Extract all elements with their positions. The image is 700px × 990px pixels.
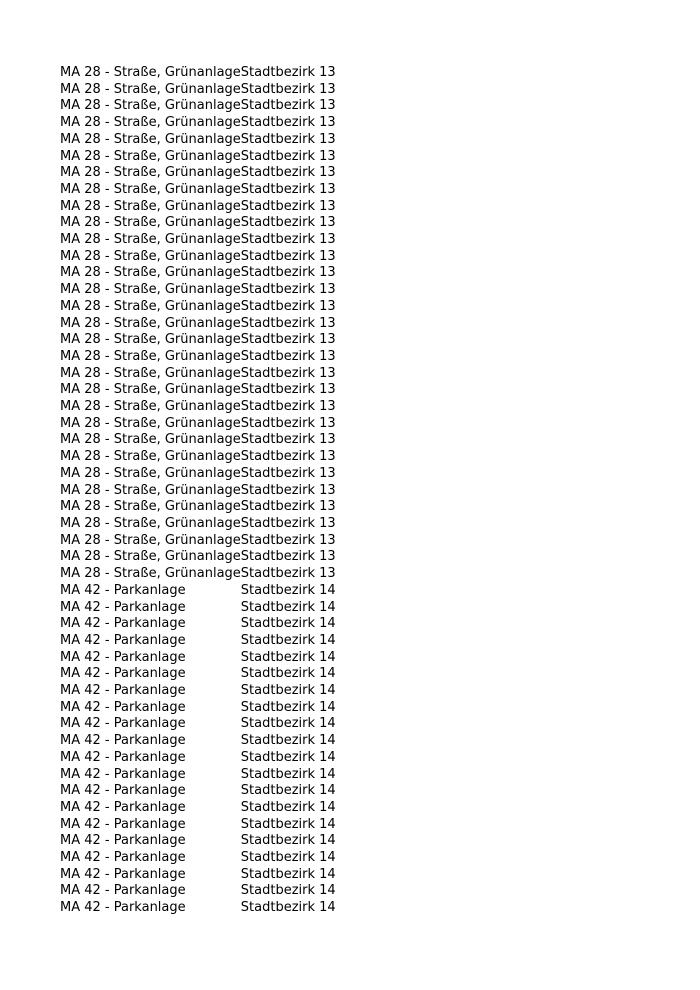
district-cell: Stadtbezirk 13 xyxy=(240,282,336,298)
department-cell: MA 28 - Straße, Grünanlage xyxy=(60,282,241,298)
district-cell: Stadtbezirk 13 xyxy=(240,499,336,515)
table-row xyxy=(60,282,361,299)
district-cell: Stadtbezirk 14 xyxy=(240,799,336,815)
district-cell: Stadtbezirk 13 xyxy=(240,232,336,248)
table-row xyxy=(60,633,361,650)
department-cell: MA 28 - Straße, Grünanlage xyxy=(60,499,241,515)
district-cell: Stadtbezirk 14 xyxy=(240,900,336,916)
department-cell: MA 28 - Straße, Grünanlage xyxy=(60,115,241,131)
district-cell: Stadtbezirk 13 xyxy=(240,449,336,465)
district-cell: Stadtbezirk 13 xyxy=(240,399,336,415)
district-cell: Stadtbezirk 13 xyxy=(240,365,336,381)
department-cell: MA 28 - Straße, Grünanlage xyxy=(60,449,241,465)
table-row xyxy=(60,616,361,633)
table-row xyxy=(60,165,361,182)
table-row xyxy=(60,900,361,917)
table-row xyxy=(60,833,361,850)
district-cell: Stadtbezirk 14 xyxy=(240,766,336,782)
district-cell: Stadtbezirk 14 xyxy=(240,582,336,598)
district-cell: Stadtbezirk 14 xyxy=(240,666,336,682)
district-cell: Stadtbezirk 13 xyxy=(240,415,336,431)
district-cell: Stadtbezirk 13 xyxy=(240,115,336,131)
department-cell: MA 28 - Straße, Grünanlage xyxy=(60,482,241,498)
department-cell: MA 42 - Parkanlage xyxy=(60,749,186,765)
district-cell: Stadtbezirk 13 xyxy=(240,515,336,531)
district-cell: Stadtbezirk 13 xyxy=(240,148,336,164)
table-row xyxy=(60,215,361,232)
table-row xyxy=(60,98,361,115)
department-cell: MA 28 - Straße, Grünanlage xyxy=(60,415,241,431)
department-cell: MA 42 - Parkanlage xyxy=(60,683,186,699)
table-row xyxy=(60,733,361,750)
table-row xyxy=(60,683,361,700)
district-cell: Stadtbezirk 14 xyxy=(240,749,336,765)
table-row xyxy=(60,516,361,533)
department-cell: MA 28 - Straße, Grünanlage xyxy=(60,131,241,147)
data-table xyxy=(60,65,361,917)
department-cell: MA 28 - Straße, Grünanlage xyxy=(60,265,241,281)
table-row xyxy=(60,650,361,667)
department-cell: MA 28 - Straße, Grünanlage xyxy=(60,181,241,197)
department-cell: MA 28 - Straße, Grünanlage xyxy=(60,549,241,565)
district-cell: Stadtbezirk 14 xyxy=(240,883,336,899)
district-cell: Stadtbezirk 13 xyxy=(240,432,336,448)
table-row xyxy=(60,449,361,466)
department-cell: MA 28 - Straße, Grünanlage xyxy=(60,515,241,531)
table-row xyxy=(60,583,361,600)
table-row xyxy=(60,299,361,316)
table-row xyxy=(60,783,361,800)
district-cell: Stadtbezirk 13 xyxy=(240,465,336,481)
district-cell: Stadtbezirk 14 xyxy=(240,632,336,648)
table-row xyxy=(60,182,361,199)
district-cell: Stadtbezirk 14 xyxy=(240,599,336,615)
table-row xyxy=(60,432,361,449)
department-cell: MA 42 - Parkanlage xyxy=(60,582,186,598)
department-cell: MA 28 - Straße, Grünanlage xyxy=(60,566,241,582)
department-cell: MA 42 - Parkanlage xyxy=(60,816,186,832)
department-cell: MA 28 - Straße, Grünanlage xyxy=(60,165,241,181)
department-cell: MA 28 - Straße, Grünanlage xyxy=(60,65,241,80)
district-cell: Stadtbezirk 13 xyxy=(240,65,336,80)
district-cell: Stadtbezirk 14 xyxy=(240,616,336,632)
table-row xyxy=(60,416,361,433)
department-cell: MA 42 - Parkanlage xyxy=(60,733,186,749)
table-row xyxy=(60,716,361,733)
district-cell: Stadtbezirk 13 xyxy=(240,265,336,281)
district-cell: Stadtbezirk 14 xyxy=(240,699,336,715)
district-cell: Stadtbezirk 13 xyxy=(240,98,336,114)
table-row xyxy=(60,349,361,366)
table-row xyxy=(60,549,361,566)
table-row xyxy=(60,883,361,900)
district-cell: Stadtbezirk 14 xyxy=(240,866,336,882)
district-cell: Stadtbezirk 14 xyxy=(240,783,336,799)
district-cell: Stadtbezirk 13 xyxy=(240,382,336,398)
district-cell: Stadtbezirk 14 xyxy=(240,683,336,699)
department-cell: MA 42 - Parkanlage xyxy=(60,666,186,682)
district-cell: Stadtbezirk 14 xyxy=(240,649,336,665)
department-cell: MA 42 - Parkanlage xyxy=(60,599,186,615)
department-cell: MA 28 - Straße, Grünanlage xyxy=(60,215,241,231)
department-cell: MA 28 - Straße, Grünanlage xyxy=(60,432,241,448)
department-cell: MA 42 - Parkanlage xyxy=(60,883,186,899)
table-row xyxy=(60,466,361,483)
district-cell: Stadtbezirk 13 xyxy=(240,482,336,498)
department-cell: MA 42 - Parkanlage xyxy=(60,833,186,849)
district-cell: Stadtbezirk 13 xyxy=(240,181,336,197)
department-cell: MA 28 - Straße, Grünanlage xyxy=(60,332,241,348)
department-cell: MA 28 - Straße, Grünanlage xyxy=(60,248,241,264)
table-row xyxy=(60,366,361,383)
department-cell: MA 42 - Parkanlage xyxy=(60,632,186,648)
table-row xyxy=(60,332,361,349)
district-cell: Stadtbezirk 14 xyxy=(240,733,336,749)
district-cell: Stadtbezirk 13 xyxy=(240,549,336,565)
department-cell: MA 42 - Parkanlage xyxy=(60,850,186,866)
department-cell: MA 42 - Parkanlage xyxy=(60,900,186,916)
department-cell: MA 28 - Straße, Grünanlage xyxy=(60,232,241,248)
department-cell: MA 28 - Straße, Grünanlage xyxy=(60,365,241,381)
district-cell: Stadtbezirk 13 xyxy=(240,348,336,364)
district-cell: Stadtbezirk 13 xyxy=(240,131,336,147)
table-row xyxy=(60,533,361,550)
table-row xyxy=(60,817,361,834)
department-cell: MA 28 - Straße, Grünanlage xyxy=(60,532,241,548)
department-cell: MA 42 - Parkanlage xyxy=(60,649,186,665)
table-row xyxy=(60,767,361,784)
district-cell: Stadtbezirk 13 xyxy=(240,532,336,548)
department-cell: MA 28 - Straße, Grünanlage xyxy=(60,198,241,214)
department-cell: MA 42 - Parkanlage xyxy=(60,616,186,632)
department-cell: MA 28 - Straße, Grünanlage xyxy=(60,382,241,398)
district-cell: Stadtbezirk 13 xyxy=(240,165,336,181)
district-cell: Stadtbezirk 13 xyxy=(240,198,336,214)
department-cell: MA 28 - Straße, Grünanlage xyxy=(60,148,241,164)
table-row xyxy=(60,232,361,249)
table-row xyxy=(60,850,361,867)
table-row xyxy=(60,82,361,99)
department-cell: MA 28 - Straße, Grünanlage xyxy=(60,315,241,331)
table-row xyxy=(60,750,361,767)
district-cell: Stadtbezirk 14 xyxy=(240,716,336,732)
table-row xyxy=(60,483,361,500)
table-row xyxy=(60,700,361,717)
table-row xyxy=(60,566,361,583)
department-cell: MA 42 - Parkanlage xyxy=(60,866,186,882)
department-cell: MA 42 - Parkanlage xyxy=(60,766,186,782)
district-cell: Stadtbezirk 13 xyxy=(240,81,336,97)
table-row xyxy=(60,265,361,282)
table-row xyxy=(60,249,361,266)
table-row xyxy=(60,800,361,817)
table-row xyxy=(60,65,361,82)
department-cell: MA 28 - Straße, Grünanlage xyxy=(60,81,241,97)
district-cell: Stadtbezirk 13 xyxy=(240,315,336,331)
district-cell: Stadtbezirk 14 xyxy=(240,850,336,866)
department-cell: MA 28 - Straße, Grünanlage xyxy=(60,98,241,114)
table-row xyxy=(60,600,361,617)
district-cell: Stadtbezirk 14 xyxy=(240,816,336,832)
table-row xyxy=(60,499,361,516)
department-cell: MA 28 - Straße, Grünanlage xyxy=(60,348,241,364)
table-row xyxy=(60,666,361,683)
department-cell: MA 42 - Parkanlage xyxy=(60,716,186,732)
table-row xyxy=(60,149,361,166)
district-cell: Stadtbezirk 13 xyxy=(240,298,336,314)
district-cell: Stadtbezirk 13 xyxy=(240,248,336,264)
department-cell: MA 42 - Parkanlage xyxy=(60,699,186,715)
district-cell: Stadtbezirk 14 xyxy=(240,833,336,849)
table-row xyxy=(60,316,361,333)
department-cell: MA 28 - Straße, Grünanlage xyxy=(60,399,241,415)
table-row xyxy=(60,382,361,399)
district-cell: Stadtbezirk 13 xyxy=(240,215,336,231)
district-cell: Stadtbezirk 13 xyxy=(240,566,336,582)
department-cell: MA 42 - Parkanlage xyxy=(60,799,186,815)
department-cell: MA 28 - Straße, Grünanlage xyxy=(60,298,241,314)
department-cell: MA 42 - Parkanlage xyxy=(60,783,186,799)
table-row xyxy=(60,399,361,416)
table-row xyxy=(60,132,361,149)
table-row xyxy=(60,199,361,216)
table-body xyxy=(60,65,361,917)
table-row xyxy=(60,115,361,132)
department-cell: MA 28 - Straße, Grünanlage xyxy=(60,465,241,481)
table-row xyxy=(60,867,361,884)
district-cell: Stadtbezirk 13 xyxy=(240,332,336,348)
